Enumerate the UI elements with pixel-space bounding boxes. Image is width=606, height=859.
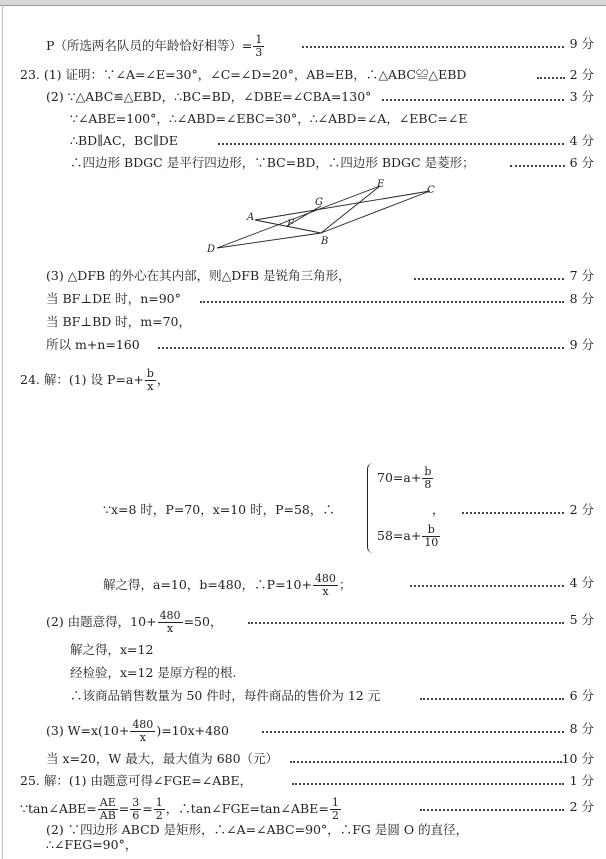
line-text: ∴∠FEG=90°， <box>46 837 138 852</box>
page-top-edge <box>0 0 606 6</box>
answer-line-11 <box>0 367 606 393</box>
score-label: 2 分 <box>569 799 594 814</box>
line-text: (2) 由题意得，10+ $\frac{480}{x}$ =50， <box>46 609 223 635</box>
point-label-c: C <box>427 185 435 196</box>
answer-line-3 <box>0 87 606 107</box>
equation-system-row-2: 58=a+ $\frac{b}{10}$ <box>377 523 439 549</box>
line-text: ∵x=8 时，P=70，x=10 时，P=58，∴ <box>103 502 335 517</box>
leader-dots <box>420 686 564 706</box>
answer-line-2 <box>0 65 606 85</box>
segment-be <box>321 186 380 233</box>
score-label: 6 分 <box>569 155 594 170</box>
leader-dots <box>248 610 564 630</box>
line-text: (2) ∵△ABC≌△EBD，∴BC=BD，∠DBE=∠CBA=130° <box>46 89 372 104</box>
score-label: 4 分 <box>569 575 594 590</box>
point-label-a: A <box>247 212 255 223</box>
equation-system-brace <box>367 463 374 553</box>
leader-dots <box>302 34 564 54</box>
line-text: (3) △DFB 的外心在其内部，则△DFB 是锐角三角形， <box>46 268 351 283</box>
line-text: ∴四边形 BDGC 是平行四边形，∵BC=BD，∴四边形 BDGC 是菱形； <box>70 155 475 170</box>
answer-line-1 <box>0 33 606 59</box>
score-label: 6 分 <box>569 688 594 703</box>
leader-dots <box>382 87 564 107</box>
fraction: $\frac{480}{x}$ <box>159 609 181 635</box>
point-label-e: E <box>377 179 385 190</box>
leader-dots <box>218 131 564 151</box>
score-label: 10 分 <box>561 751 594 766</box>
answer-line-12 <box>0 500 606 520</box>
answer-line-16 <box>0 663 606 683</box>
point-label-d: D <box>207 244 216 255</box>
line-text: 解之得，a=10，b=480，∴P=10+ $\frac{480}{x}$ ； <box>103 572 352 598</box>
answer-line-21 <box>0 796 606 822</box>
point-label-f: F <box>287 219 294 230</box>
line-text: 所以 m+n=160 <box>46 337 140 352</box>
segment-bc <box>321 191 430 233</box>
line-text: 25. 解：(1) 由题意可得∠FGE=∠ABE， <box>20 773 253 788</box>
line-text: 当 BF⊥BD 时，m=70， <box>46 314 192 329</box>
segment-db <box>217 233 321 248</box>
answer-line-5 <box>0 131 606 151</box>
leader-dots <box>200 289 564 309</box>
answer-line-13 <box>0 572 606 598</box>
geometry-diagram <box>205 178 445 258</box>
line-text: 24. 解：(1) 设 P=a+ $\frac{b}{x}$ ， <box>20 367 170 393</box>
line-text: 经检验，x=12 是原方程的根. <box>70 665 237 680</box>
leader-dots <box>292 771 564 791</box>
line-tail: ， <box>432 502 445 517</box>
score-label: 7 分 <box>569 268 594 283</box>
line-text: (2) ∵四边形 ABCD 是矩形，∴∠A=∠ABC=90°，∴FG 是圆 O 的直径， <box>46 822 469 837</box>
answer-line-7 <box>0 266 606 286</box>
answer-line-4 <box>0 109 606 129</box>
segment-de <box>217 186 380 248</box>
answer-line-19 <box>0 749 606 769</box>
leader-dots <box>510 153 565 173</box>
leader-dots <box>420 797 564 817</box>
point-label-b: B <box>321 236 329 247</box>
line-text: P（所选两名队员的年龄恰好相等）= $\frac{1}{3}$ <box>46 33 263 59</box>
answer-line-6 <box>0 153 606 173</box>
fraction: $\frac{b}{8}$ <box>424 465 432 491</box>
line-text: (3) W=x(10+ $\frac{480}{x}$ )=10x+480 <box>46 718 229 744</box>
fraction: $\frac{b}{10}$ <box>424 523 439 549</box>
score-label: 8 分 <box>569 721 594 736</box>
line-text: 解之得，x=12 <box>70 642 154 657</box>
line-text: ∴BD∥AC，BC∥DE <box>70 133 178 148</box>
line-text: ∴该商品销售数量为 50 件时，每件商品的售价为 12 元 <box>70 688 381 703</box>
leader-dots <box>262 719 564 739</box>
score-label: 9 分 <box>569 337 594 352</box>
fraction: $\frac{1}{3}$ <box>255 33 263 59</box>
equation-system-row-1: 70=a+ $\frac{b}{8}$ <box>377 465 432 491</box>
leader-dots <box>537 65 565 85</box>
score-label: 3 分 <box>569 89 594 104</box>
score-label: 4 分 <box>569 133 594 148</box>
leader-dots <box>414 266 564 286</box>
answer-line-14 <box>0 609 606 635</box>
score-label: 1 分 <box>569 773 594 788</box>
fraction: $\frac{1}{2}$ <box>331 796 339 822</box>
line-text: 当 BF⊥DE 时，n=90° <box>46 291 181 306</box>
answer-line-15 <box>0 640 606 660</box>
score-label: 2 分 <box>569 67 594 82</box>
answer-line-10 <box>0 335 606 355</box>
line-text: ∵∠ABE=100°，∴∠ABD=∠EBC=30°，∴∠ABD=∠A，∠EBC=∠E <box>70 111 468 126</box>
line-text: 当 x=20，W 最大，最大值为 680（元） <box>46 751 279 766</box>
fraction: $\frac{480}{x}$ <box>132 718 154 744</box>
score-label: 5 分 <box>569 612 594 627</box>
fraction: $\frac{480}{x}$ <box>314 572 336 598</box>
answer-line-23 <box>0 838 606 852</box>
leader-dots <box>410 573 564 593</box>
answer-line-8 <box>0 289 606 309</box>
score-label: 9 分 <box>569 36 594 51</box>
answer-line-20 <box>0 771 606 791</box>
leader-dots <box>462 500 564 520</box>
fraction: $\frac{3}{6}$ <box>132 796 140 822</box>
answer-line-17 <box>0 686 606 706</box>
answer-line-9 <box>0 312 606 332</box>
fraction: $\frac{AE}{AB}$ <box>99 796 116 822</box>
answer-line-18 <box>0 718 606 744</box>
score-label: 8 分 <box>569 291 594 306</box>
line-text: 23. (1) 证明：∵∠A=∠E=30°，∠C=∠D=20°，AB=EB，∴△ABC≌△EBD <box>20 67 467 82</box>
score-label: 2 分 <box>569 502 594 517</box>
leader-dots <box>158 335 564 355</box>
leader-dots <box>290 749 562 769</box>
line-text: ∵tan∠ABE= $\frac{AE}{AB}$ = $\frac{3}{6}$ = $\frac{1}{2}$ ，∴tan∠FGE=tan∠ABE= $\frac{1}{2}$ <box>20 796 339 822</box>
fraction: $\frac{b}{x}$ <box>146 367 154 393</box>
fraction: $\frac{1}{2}$ <box>155 796 163 822</box>
point-label-g: G <box>315 197 323 208</box>
